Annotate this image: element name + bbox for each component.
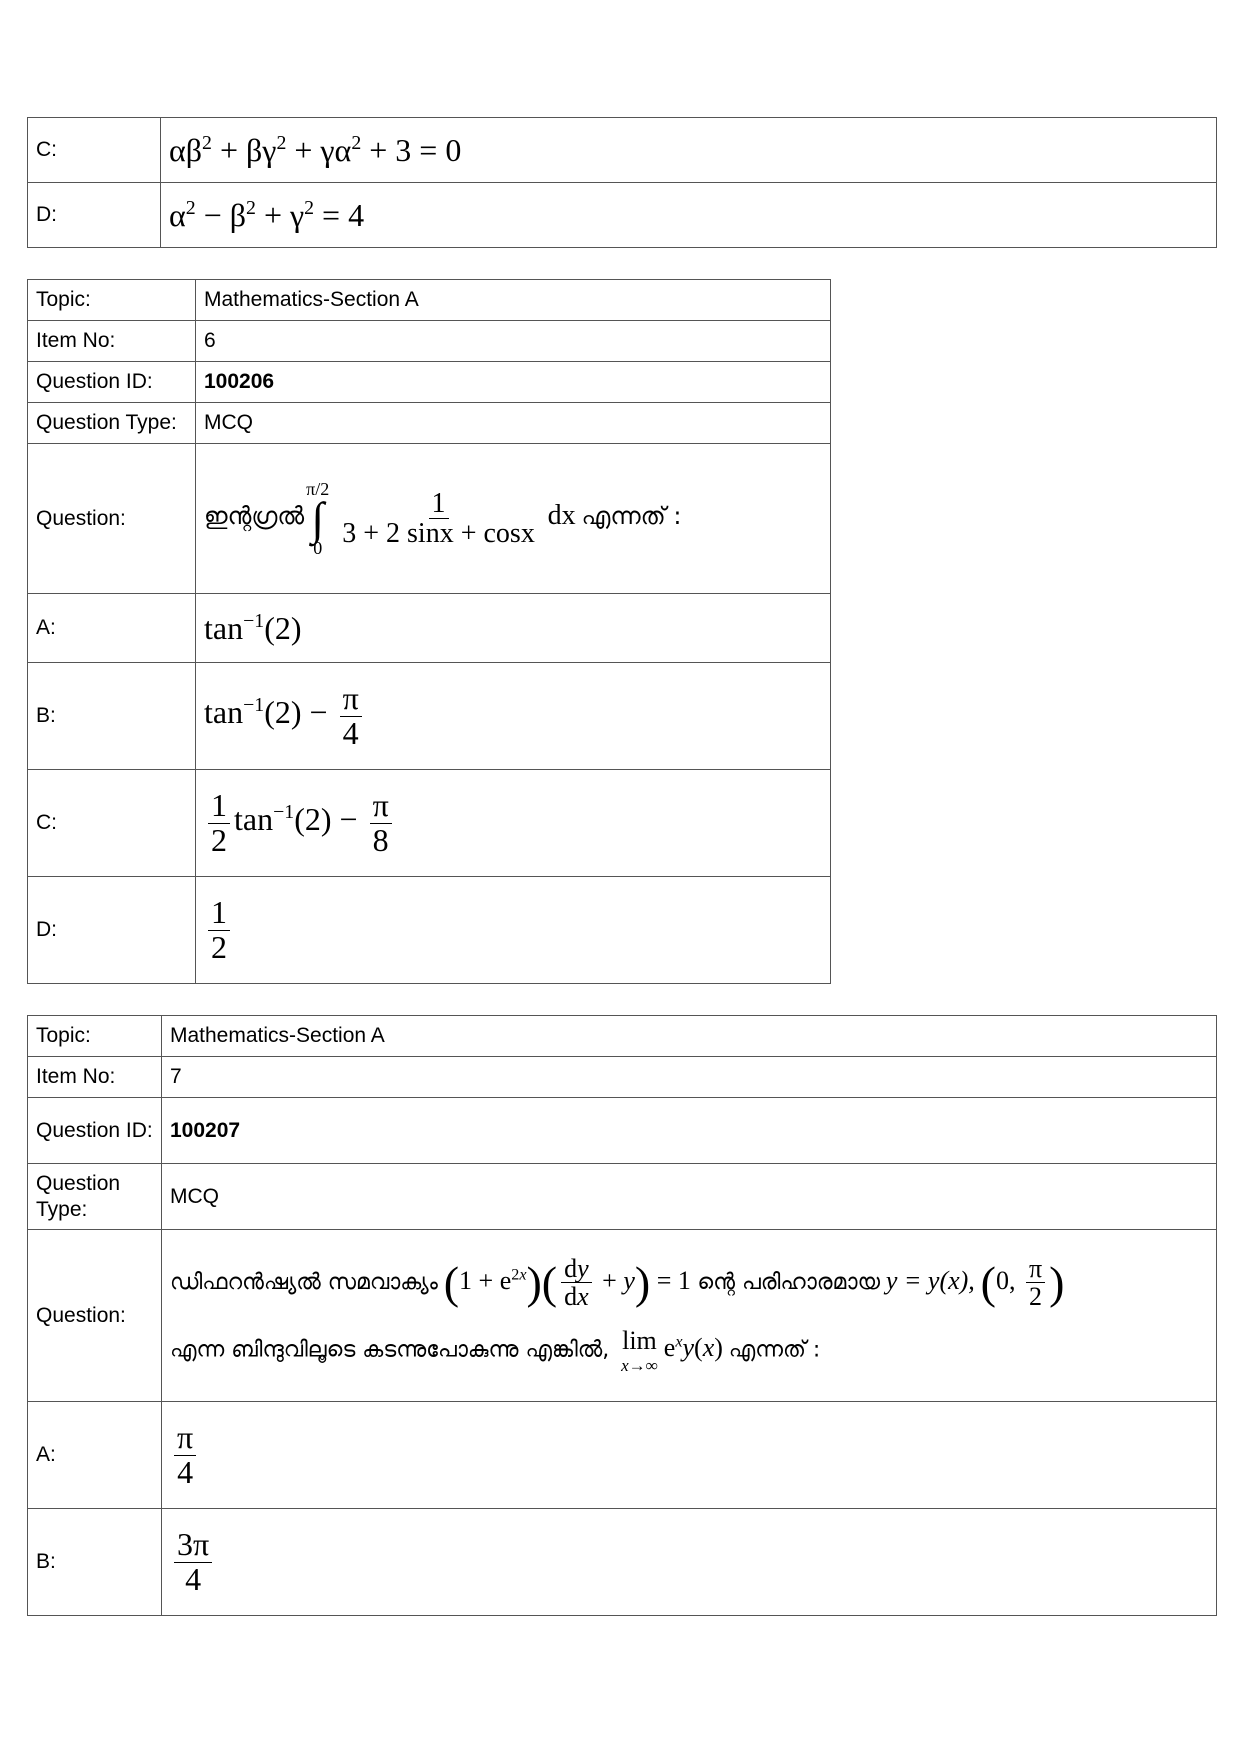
question-id-label: Question ID: [28,1098,162,1164]
dx: dx [547,500,576,532]
question-id-label: Question ID: [28,362,196,403]
item-no-value: 7 [162,1057,1217,1098]
option-row-d [28,183,1217,248]
option-label: B: [28,1509,162,1616]
option-label: B: [28,663,196,770]
option-row-c [28,770,831,877]
option-c-content: $\frac{1}{2}$ $\tan^{-1}(2)$ − $\frac{\pi}{8}$ [196,770,831,877]
topic-value: Mathematics-Section A [162,1016,1217,1057]
item-no-label: Item No: [28,1057,162,1098]
topic-value: Mathematics-Section A [196,280,831,321]
topic-label: Topic: [28,1016,162,1057]
option-label: D: [28,183,161,248]
topic-label: Topic: [28,280,196,321]
question-suffix: എന്നത് : [581,502,682,531]
option-row-c [28,118,1217,183]
question-type-value: MCQ [196,403,831,444]
integral-symbol: π/2 ∫ 0 [306,478,330,559]
option-row-b [28,1509,1217,1616]
option-label: D: [28,877,196,984]
question-type-label: Question Type: [28,403,196,444]
option-row-a [28,594,831,663]
option-label: A: [28,1402,162,1509]
line2-prefix: എന്ന ബിന്ദുവിലൂടെ കടന്നുപോകുന്നു എങ്കിൽ, [170,1336,610,1362]
question-prefix: ഇന്റഗ്രൽ [204,502,305,531]
differential-equation: $(1 + e^{2x})$( $\frac{dy}{dx}$ + y) = 1 [443,1253,698,1312]
option-a-content: $\frac{\pi}{4}$ [162,1402,1217,1509]
item-no-value: 6 [196,321,831,362]
option-label: C: [28,118,161,183]
question-content [162,1230,1217,1402]
line1-prefix: ഡിഫറൻഷ്യൽ സമവാക്യം [170,1269,438,1295]
limit-expression: lim x→∞ [621,1325,658,1375]
question-type-label: Question Type: [28,1164,162,1230]
solution-function: y = y(x), [885,1265,975,1295]
question-content [196,444,831,594]
question-id-value: 100206 [196,362,831,403]
question-label: Question: [28,1230,162,1402]
option-label: C: [28,770,196,877]
option-a-content: $\tan^{-1}(2)$ [196,594,831,663]
integrand-fraction: $\frac{1}{3 + 2 \sin x + \cos x}$ [342,487,535,549]
question-type-value: MCQ [162,1164,1217,1230]
question-7-table [27,1015,1217,1616]
q5-options-table [27,117,1217,248]
question-line-1 [170,1255,1208,1311]
option-row-b [28,663,831,770]
item-no-label: Item No: [28,321,196,362]
question-id-value: 100207 [162,1098,1217,1164]
option-c-content: $\alpha\beta^2 + \beta\gamma^2 + \gamma\alpha^2 + 3 = 0$ [161,118,1217,183]
option-row-a [28,1402,1217,1509]
option-d-content: $\alpha^2 - \beta^2 + \gamma^2 = 4$ [161,183,1217,248]
question-6-table [27,279,831,984]
option-row-d [28,877,831,984]
point-coordinates: (0, $\frac{\pi}{2}$ ) [980,1253,1065,1312]
option-b-content: $\tan^{-1}(2)$ − $\frac{\pi}{4}$ [196,663,831,770]
line1-mid: ന്റെ പരിഹാരമായ [697,1269,880,1295]
option-b-content: $\frac{3\pi}{4}$ [162,1509,1217,1616]
line2-suffix: എന്നത് : [728,1336,821,1362]
option-d-content: $\frac{1}{2}$ [196,877,831,984]
option-label: A: [28,594,196,663]
question-line-2: എന്ന ബിന്ദുവിലൂടെ കടന്നുപോകുന്നു എങ്കിൽ, lim x→∞ $e^xy(x)$ എന്നത് : [170,1325,821,1375]
question-label: Question: [28,444,196,594]
